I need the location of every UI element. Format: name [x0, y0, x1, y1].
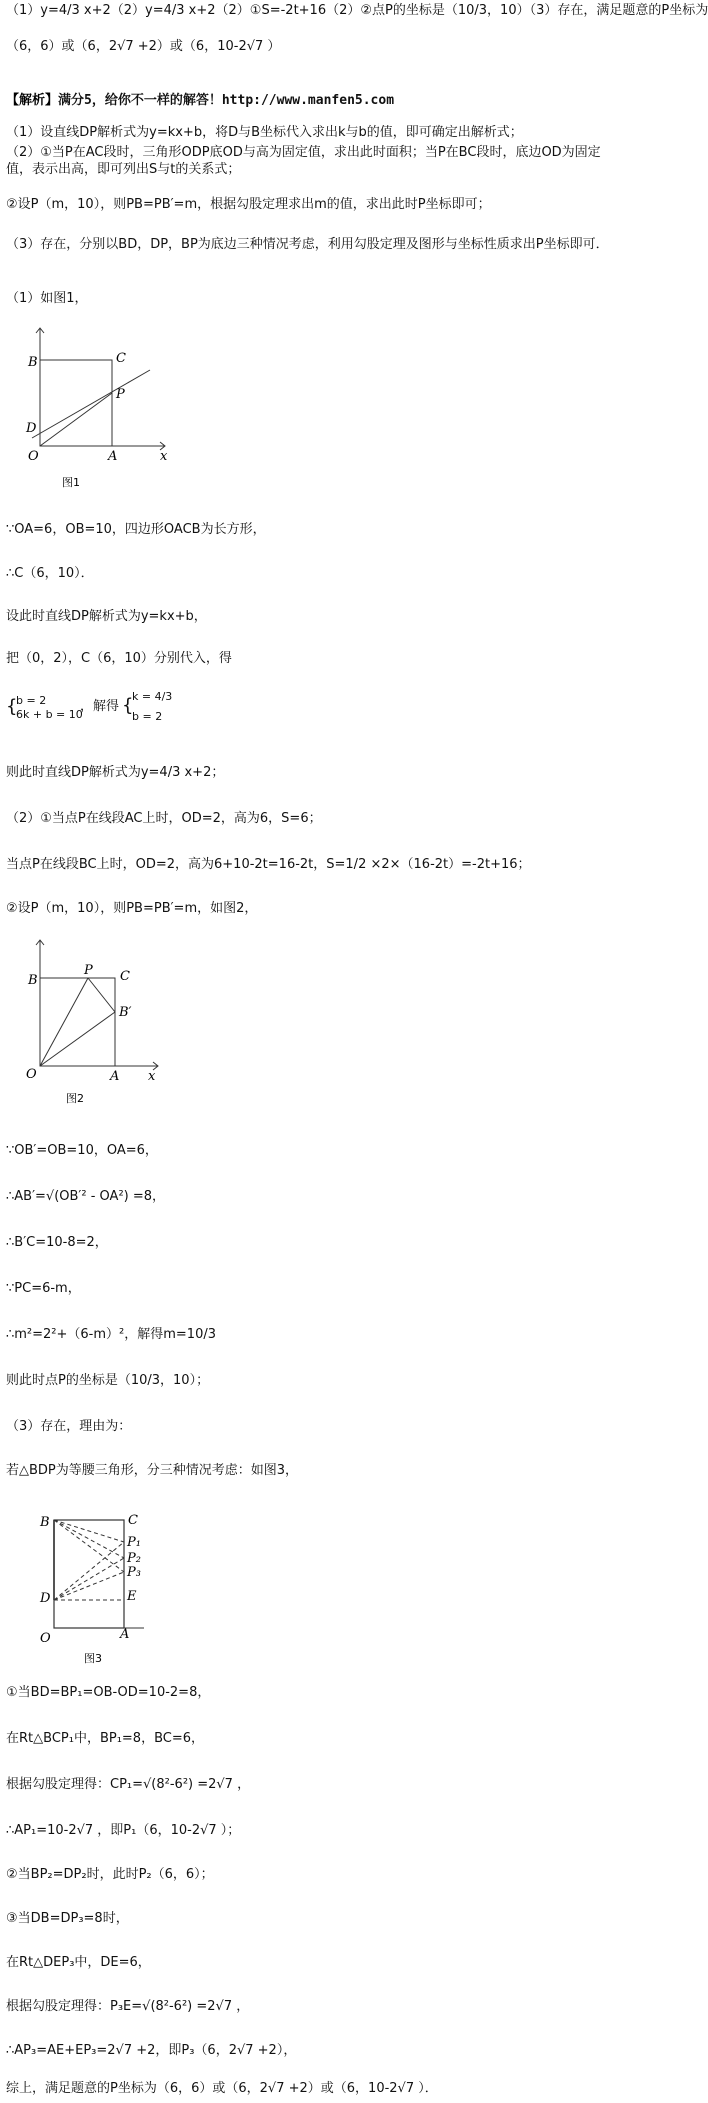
s1-solve-label: ，解得 [80, 699, 120, 714]
s1-e: 则此时直线DP解析式为y=4/3 x+2； [6, 765, 225, 780]
analysis-p2: （2）①当P在AC段时，三角形ODP底OD与高为固定值，求出此时面积；当P在BC段时，底边OD为固定值，表示出高，即可列出S与t的关系式； [6, 145, 601, 177]
s2-e: ∴AB′=√(OB′² - OA²) =8， [6, 1189, 166, 1204]
fig2-label-C: C [120, 969, 130, 984]
s3-a: （3）存在，理由为： [6, 1419, 132, 1434]
fig2-caption: 图2 [66, 1092, 84, 1105]
fig3-label-P3: P₃ [127, 1565, 141, 1580]
s2-d: ∵OB′=OB=10，OA=6， [6, 1143, 158, 1158]
fig3-label-B: B [40, 1515, 50, 1530]
fig1-label-x: x [160, 449, 168, 464]
fig1-caption: 图1 [62, 476, 80, 489]
s1-system-eq1: b = 2 [16, 694, 47, 707]
s2-a: （2）①当点P在线段AC上时，OD=2，高为6，S=6； [6, 811, 322, 826]
analysis-tag: 【解析】 [6, 93, 59, 108]
answer-line-2: （6，6）或（6，2√7 +2）或（6，10-2√7 ） [6, 39, 281, 54]
s2-h: ∴m²=2²+（6-m）²，解得m=10/3 [6, 1327, 216, 1342]
s2-c: ②设P（m，10），则PB=PB′=m，如图2， [6, 901, 258, 916]
s1-c: 设此时直线DP解析式为y=kx+b， [6, 609, 207, 624]
s1-a: ∵OA=6，OB=10，四边形OACB为长方形， [6, 522, 266, 537]
s2-b: 当点P在线段BC上时，OD=2，高为6+10-2t=16-2t，S=1/2 ×2×（16-2t）=-2t+16； [6, 857, 531, 872]
analysis-header [6, 92, 622, 109]
s1-result-k: k = 4/3 [132, 690, 173, 703]
s3-i: 在Rt△DEP₃中，DE=6， [6, 1955, 151, 1970]
s1-system-eq2: 6k + b = 10 [16, 708, 83, 721]
s3-c: ①当BD=BP₁=OB-OD=10-2=8， [6, 1685, 211, 1700]
fig2-label-A: A [110, 1069, 120, 1084]
fig1-label-B: B [28, 355, 38, 370]
s3-g: ②当BP₂=DP₂时，此时P₂（6，6）； [6, 1867, 214, 1882]
s3-e: 根据勾股定理得：CP₁=√(8²-6²) =2√7 ， [6, 1777, 251, 1792]
answer-line-1: （1）y=4/3 x+2（2）y=4/3 x+2（2）①S=-2t+16（2）②点P的坐标是（10/3，10）（3）存在，满足题意的P坐标为 [6, 3, 708, 18]
analysis-p4: （3）存在，分别以BD，DP，BP为底边三种情况考虑，利用勾股定理及图形与坐标性质求出P坐标即可． [6, 237, 609, 252]
figure-3 [26, 1502, 186, 1672]
fig3-label-E: E [127, 1589, 137, 1604]
s3-d: 在Rt△BCP₁中，BP₁=8，BC=6， [6, 1731, 205, 1746]
fig3-label-P1: P₁ [127, 1535, 141, 1550]
fig2-label-Bprime: B′ [119, 1005, 132, 1020]
fig2-label-x: x [148, 1069, 156, 1084]
fig3-caption: 图3 [84, 1652, 102, 1665]
figure-1 [10, 318, 170, 498]
fig3-label-O: O [40, 1631, 51, 1646]
fig3-label-C: C [128, 1513, 138, 1528]
s3-f: ∴AP₁=10-2√7 ，即P₁（6，10-2√7 ）； [6, 1823, 241, 1838]
fig1-label-P: P [116, 387, 125, 402]
fig1-label-A: A [108, 449, 118, 464]
fig2-label-O: O [26, 1067, 37, 1082]
s3-l: 综上，满足题意的P坐标为（6，6）或（6，2√7 +2）或（6，10-2√7 ）． [6, 2081, 438, 2096]
s1-d: 把（0，2），C（6，10）分别代入，得 [6, 651, 232, 666]
analysis-header-text: 满分5，给你不一样的解答！http://www.manfen5.com [58, 93, 395, 108]
fig1-label-C: C [116, 351, 126, 366]
s2-i: 则此时点P的坐标是（10/3，10）； [6, 1373, 210, 1388]
fig2-label-B: B [28, 973, 38, 988]
s1-brace-left: { [6, 696, 18, 717]
s1-result-b: b = 2 [132, 710, 163, 723]
fig1-label-D: D [26, 421, 37, 436]
s1-b: ∴C（6，10）． [6, 566, 94, 581]
fig2-label-P: P [84, 963, 93, 978]
analysis-p1: （1）设直线DP解析式为y=kx+b，将D与B坐标代入求出k与b的值，即可确定出解析式； [6, 125, 523, 140]
figure-2 [10, 926, 170, 1111]
s3-h: ③当DB=DP₃=8时， [6, 1911, 129, 1926]
s1-brace-right: { [122, 695, 134, 716]
analysis-p3: ②设P（m，10），则PB=PB′=m，根据勾股定理求出m的值，求出此时P坐标即可； [6, 197, 491, 212]
fig3-label-A: A [120, 1627, 130, 1642]
s3-j: 根据勾股定理得：P₃E=√(8²-6²) =2√7 ， [6, 1999, 250, 2014]
fig3-label-P2: P₂ [127, 1551, 141, 1566]
solution-part1-intro: （1）如图1， [6, 291, 88, 306]
fig1-label-O: O [28, 449, 39, 464]
fig3-label-D: D [40, 1591, 51, 1606]
s3-b: 若△BDP为等腰三角形，分三种情况考虑：如图3， [6, 1463, 299, 1478]
s3-k: ∴AP₃=AE+EP₃=2√7 +2，即P₃（6，2√7 +2）， [6, 2043, 297, 2058]
s2-g: ∵PC=6-m， [6, 1281, 81, 1296]
s2-f: ∴B′C=10-8=2， [6, 1235, 108, 1250]
